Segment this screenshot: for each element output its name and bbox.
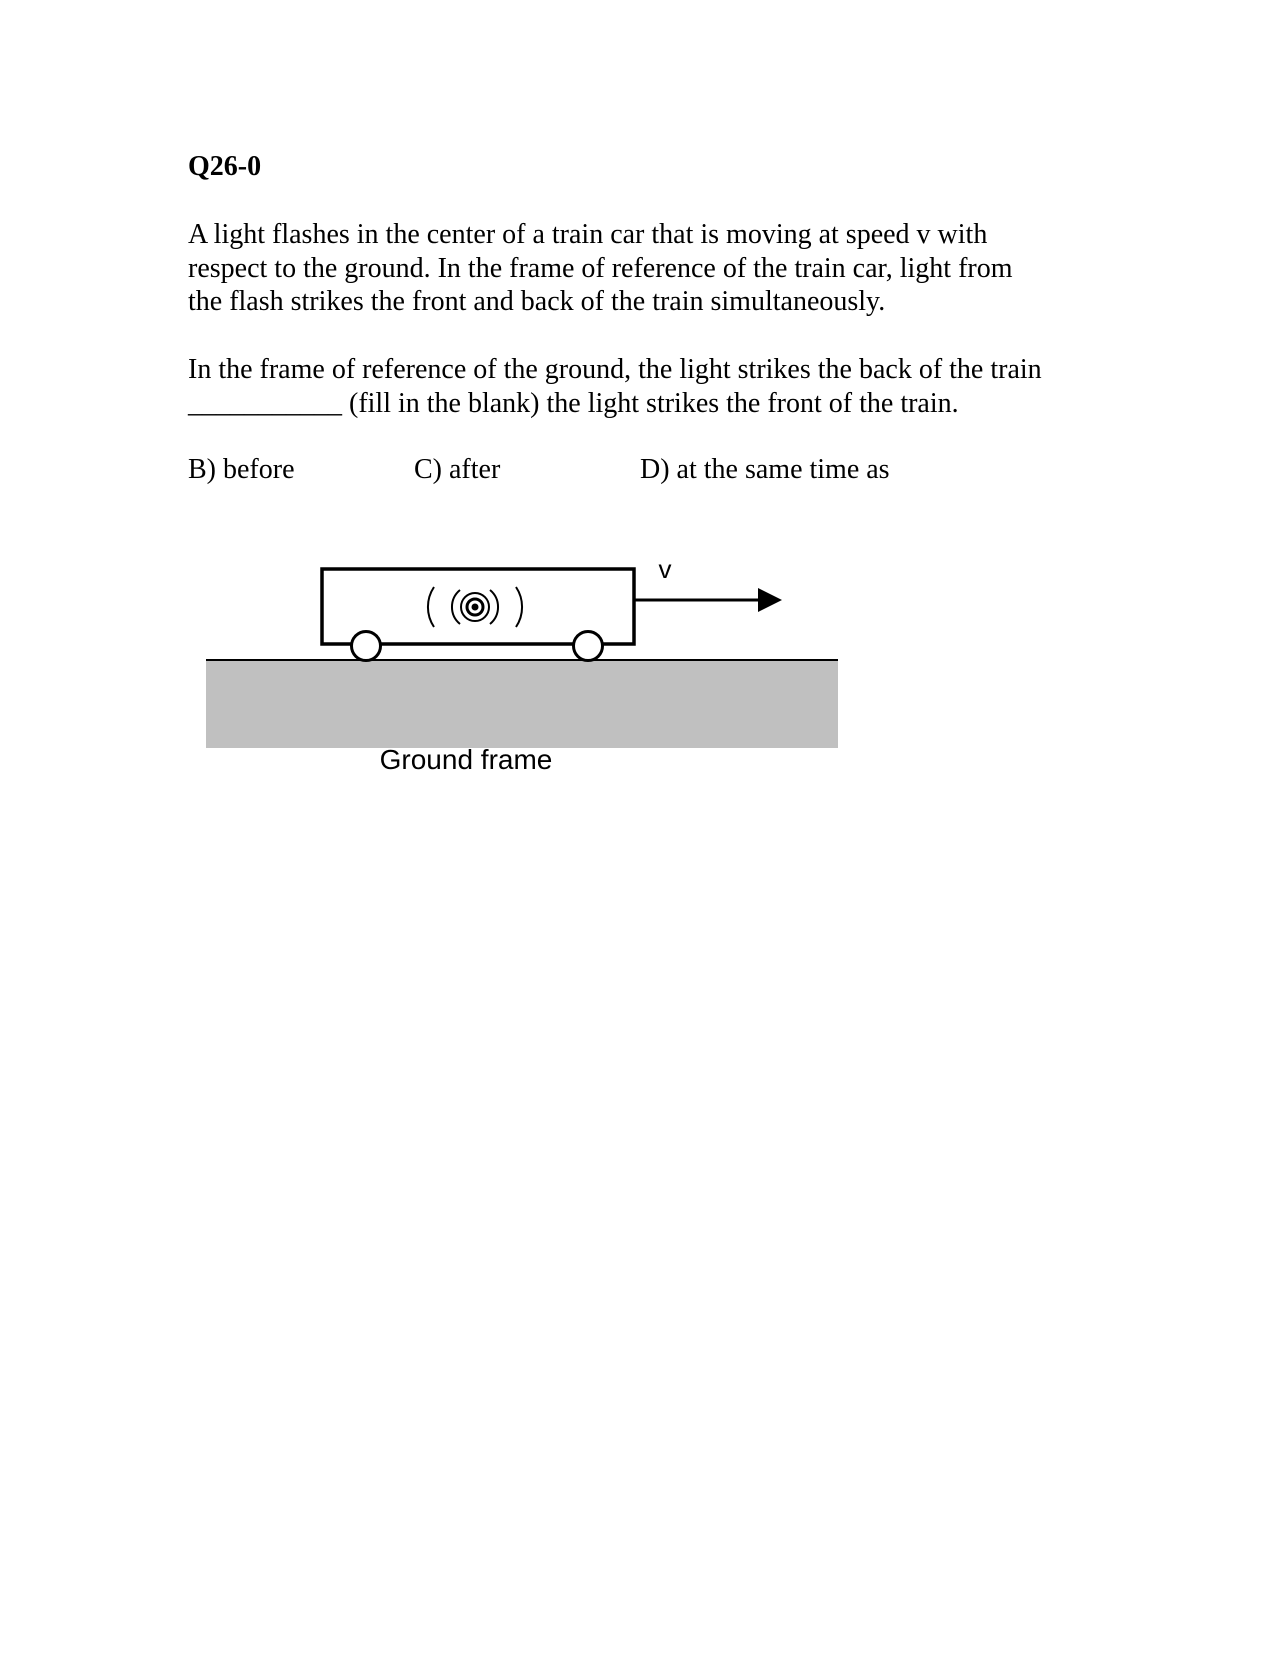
question-paragraph-1 [188,218,1108,319]
choice-d: D) at the same time as [640,454,890,485]
paragraph-1-line: A light flashes in the center of a train car that is moving at speed v with [188,219,988,250]
figure-caption: Ground frame [379,744,553,775]
paragraph-1-line: respect to the ground. In the frame of reference of the train car, light from [188,252,1013,284]
paragraph-2-line: ___________ (fill in the blank) the light strikes the front of the train. [188,387,959,419]
question-id: Q26-0 [188,151,262,182]
paragraph-2-line: In the frame of reference of the ground, the light strikes the back of the train [188,354,1042,385]
velocity-label: v [658,554,672,584]
light-flash-icon [428,587,522,627]
choice-c: C) after [414,454,501,485]
ground-fill [206,660,838,748]
velocity-arrow-head [758,588,782,612]
rear-wheel [352,632,381,661]
train-diagram [200,550,850,800]
paragraph-1-line: the flash strikes the front and back of the train simultaneously. [188,286,886,317]
question-paragraph-2 [188,353,1108,420]
front-wheel [574,632,603,661]
choice-b: B) before [188,454,295,485]
